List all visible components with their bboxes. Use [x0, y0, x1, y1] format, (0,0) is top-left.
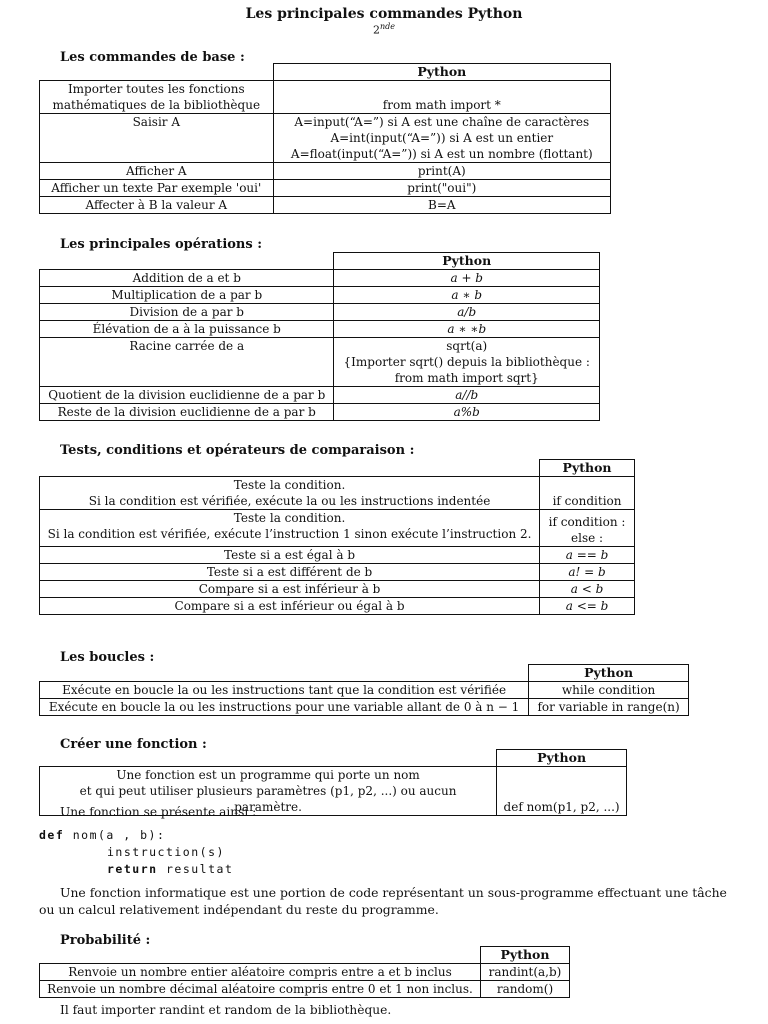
table-row: Saisir A	[40, 114, 274, 163]
section-heading-tests: Tests, conditions et opérateurs de comparaison :	[60, 443, 415, 458]
subtitle-sup: nde	[379, 22, 395, 31]
code-line-return: return resultat	[107, 862, 234, 876]
table-row-code: a ∗ ∗b	[334, 321, 600, 338]
table-row-code: a ∗ b	[334, 287, 600, 304]
table-row-code: while condition	[529, 682, 689, 699]
table-row: Teste si a est différent de b	[40, 564, 540, 581]
table-tests	[39, 459, 635, 615]
table-row: Teste la condition. Si la condition est vérifiée, exécute la ou les instructions indentée	[40, 477, 540, 510]
table-row: Renvoie un nombre décimal aléatoire compris entre 0 et 1 non inclus.	[40, 981, 481, 998]
table-ops	[39, 252, 600, 421]
table-row: Reste de la division euclidienne de a par b	[40, 404, 334, 421]
table-row-code: from math import *	[273, 81, 610, 114]
table-row: Teste la condition. Si la condition est vérifiée, exécute l’instruction 1 sinon exécute l’instruction 2.	[40, 510, 540, 547]
section-heading-ops: Les principales opérations :	[60, 237, 263, 252]
section-heading-loops: Les boucles :	[60, 650, 155, 665]
table-row-code: if condition	[540, 477, 635, 510]
python-header: Python	[273, 64, 610, 81]
table-row: Division de a par b	[40, 304, 334, 321]
table-row: Addition de a et b	[40, 270, 334, 287]
table-row-code: a < b	[540, 581, 635, 598]
section-heading-proba: Probabilité :	[60, 933, 151, 948]
table-row-code: a//b	[334, 387, 600, 404]
table-row: Racine carrée de a	[40, 338, 334, 387]
page-subtitle	[0, 22, 768, 37]
table-row: Une fonction est un programme qui porte un nom et qui peut utiliser plusieurs paramètres (p1, p2, ...) ou aucun paramètre.	[40, 767, 497, 816]
func-paragraph: Une fonction informatique est une portion de code représentant un sous-programme effectuant une tâche ou un calcul relativement indépendant du reste du programme.	[39, 885, 727, 917]
python-header: Python	[334, 253, 600, 270]
table-loops	[39, 664, 689, 716]
proba-note: Il faut importer randint et random de la bibliothèque.	[60, 1003, 392, 1017]
table-row: Afficher un texte Par exemple 'oui'	[40, 180, 274, 197]
table-proba	[39, 946, 570, 998]
table-row: Multiplication de a par b	[40, 287, 334, 304]
table-row: Compare si a est inférieur ou égal à b	[40, 598, 540, 615]
table-base	[39, 63, 611, 214]
table-row: Compare si a est inférieur à b	[40, 581, 540, 598]
table-row-code: print("oui")	[273, 180, 610, 197]
table-row-code: random()	[481, 981, 570, 998]
code-line-def: def nom(a , b):	[39, 828, 166, 842]
table-row-code: randint(a,b)	[481, 964, 570, 981]
table-row: Renvoie un nombre entier aléatoire compris entre a et b inclus	[40, 964, 481, 981]
page-title: Les principales commandes Python	[245, 6, 523, 22]
table-row-code: a/b	[334, 304, 600, 321]
table-row-code: if condition : else :	[540, 510, 635, 547]
table-row-code: sqrt(a) {Importer sqrt() depuis la bibliothèque : from math import sqrt}	[334, 338, 600, 387]
table-row: Teste si a est égal à b	[40, 547, 540, 564]
table-row: Affecter à B la valeur A	[40, 197, 274, 214]
table-row: Quotient de la division euclidienne de a par b	[40, 387, 334, 404]
table-row-code: print(A)	[273, 163, 610, 180]
table-row-code: a! = b	[540, 564, 635, 581]
table-row: Afficher A	[40, 163, 274, 180]
table-row-code: a%b	[334, 404, 600, 421]
python-header: Python	[540, 460, 635, 477]
func-intro: Une fonction se présente ainsi :	[60, 805, 257, 819]
table-row: Importer toutes les fonctions mathématiques de la bibliothèque	[40, 81, 274, 114]
table-row-code: a == b	[540, 547, 635, 564]
subtitle-base: 2	[372, 23, 380, 37]
python-header: Python	[481, 947, 570, 964]
table-row: Élévation de a à la puissance b	[40, 321, 334, 338]
table-row: Exécute en boucle la ou les instructions pour une variable allant de 0 à n − 1	[40, 699, 529, 716]
table-row-code: def nom(p1, p2, ...)	[497, 767, 627, 816]
table-row-code: for variable in range(n)	[529, 699, 689, 716]
table-row-code: a <= b	[540, 598, 635, 615]
table-row: Exécute en boucle la ou les instructions tant que la condition est vérifiée	[40, 682, 529, 699]
section-heading-func: Créer une fonction :	[60, 737, 207, 752]
section-heading-base: Les commandes de base :	[60, 50, 245, 65]
table-row-code: A=input(“A=”) si A est une chaîne de caractères A=int(input(“A=”)) si A est un entier A=float(input(“A=”)) si A est un nombre (flottant)	[273, 114, 610, 163]
table-row-code: B=A	[273, 197, 610, 214]
code-line-instruction: instruction(s)	[107, 845, 225, 859]
python-header: Python	[497, 750, 627, 767]
table-row-code: a + b	[334, 270, 600, 287]
python-header: Python	[529, 665, 689, 682]
